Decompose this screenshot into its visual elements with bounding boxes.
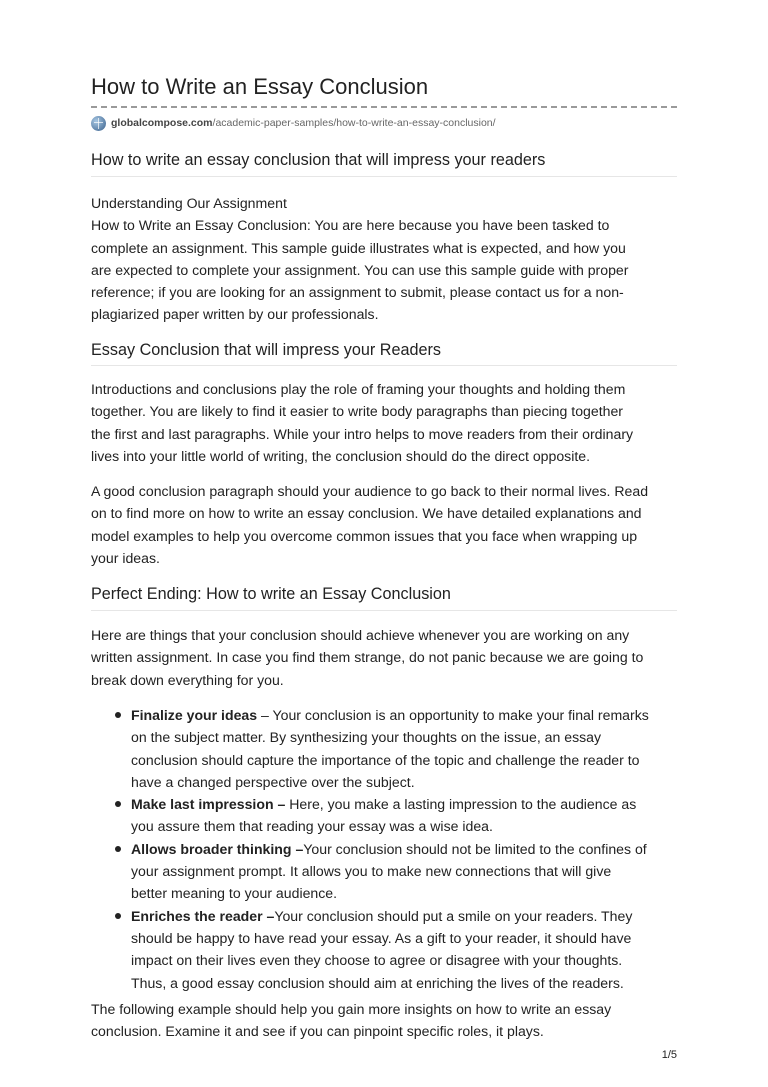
title-divider xyxy=(91,106,677,108)
paragraph-line: written assignment. In case you find them strange, do not panic because we are going to xyxy=(91,649,644,666)
bullet-line: should be happy to have read your essay. As a gift to your reader, it should have xyxy=(131,929,632,946)
section-divider xyxy=(91,176,677,177)
bullet-line: have a changed perspective over the subject. xyxy=(131,773,415,790)
section-divider xyxy=(91,365,677,366)
paragraph-line: break down everything for you. xyxy=(91,671,284,688)
conclusion-goals-list xyxy=(91,704,677,994)
paragraph-line: model examples to help you overcome common issues that you face when wrapping up xyxy=(91,527,638,544)
closing-paragraph xyxy=(91,998,677,1043)
paragraph-line: reference; if you are looking for an assignment to submit, please contact us for a non- xyxy=(91,284,624,301)
paragraph-line: Here are things that your conclusion should achieve whenever you are working on any xyxy=(91,627,630,643)
bullet-text: Here, you make a lasting impression to the audience as xyxy=(285,796,637,813)
bullet-text: Your conclusion should not be limited to the confines of xyxy=(303,840,647,857)
bullet-line: your assignment prompt. It allows you to make new connections that will give xyxy=(131,863,612,880)
paragraph-line: How to Write an Essay Conclusion: You are here because you have been tasked to xyxy=(91,217,610,234)
good-conclusion-paragraph xyxy=(91,480,677,569)
bullet-icon xyxy=(115,801,121,807)
paragraph-line: lives into your little world of writing, the conclusion should do the direct opposite. xyxy=(91,447,591,464)
paragraph-line: plagiarized paper written by our professionals. xyxy=(91,306,379,323)
bullet-icon xyxy=(115,913,121,919)
source-domain[interactable]: globalcompose.com xyxy=(111,117,213,129)
paragraph-line: A good conclusion paragraph should your audience to go back to their normal lives. Read xyxy=(91,483,649,499)
paragraph-line: together. You are likely to find it easier to write body paragraphs than piecing together xyxy=(91,403,623,420)
bullet-term: Make last impression – xyxy=(131,796,286,813)
assignment-paragraph xyxy=(91,192,677,326)
bullet-term: Enriches the reader – xyxy=(131,907,275,924)
bullet-icon xyxy=(115,846,121,852)
paragraph-line: are expected to complete your assignment. You can use this sample guide with proper xyxy=(91,261,629,278)
bullet-term: Allows broader thinking – xyxy=(131,840,304,857)
globe-icon xyxy=(91,116,106,131)
paragraph-line: the first and last paragraphs. While your intro helps to move readers from their ordinary xyxy=(91,425,634,442)
document-title: How to Write an Essay Conclusion xyxy=(91,74,429,99)
section-divider xyxy=(91,610,677,611)
paragraph-line: The following example should help you gain more insights on how to write an essay xyxy=(91,1001,612,1017)
bullet-line: on the subject matter. By synthesizing your thoughts on the issue, an essay xyxy=(131,729,602,746)
bullet-term: Finalize your ideas xyxy=(131,707,258,723)
bullet-text: Your conclusion should put a smile on your readers. They xyxy=(274,907,633,924)
paragraph-line: your ideas. xyxy=(91,549,160,566)
bullet-line: better meaning to your audience. xyxy=(131,885,338,902)
section-heading-impress: How to write an essay conclusion that will impress your readers xyxy=(91,151,546,169)
paragraph-line: on to find more on how to write an essay conclusion. We have detailed explanations and xyxy=(91,505,642,522)
document-page xyxy=(91,0,677,1087)
list-item xyxy=(91,793,677,838)
subheading-understanding: Understanding Our Assignment xyxy=(91,195,287,211)
bullet-line: you assure them that reading your essay was a wise idea. xyxy=(131,818,493,835)
paragraph-line: Introductions and conclusions play the role of framing your thoughts and holding them xyxy=(91,381,626,397)
intro-conclusion-paragraph xyxy=(91,378,677,467)
source-path[interactable]: /academic-paper-samples/how-to-write-an-essay-conclusion/ xyxy=(212,117,496,129)
section-heading-perfect-ending: Perfect Ending: How to write an Essay Conclusion xyxy=(91,585,451,603)
section-heading-readers: Essay Conclusion that will impress your Readers xyxy=(91,341,441,359)
bullet-text: – Your conclusion is an opportunity to make your final remarks xyxy=(257,707,649,723)
bullet-line: Thus, a good essay conclusion should aim at enriching the lives of the readers. xyxy=(131,974,624,991)
list-item xyxy=(91,905,677,994)
list-item xyxy=(91,704,677,793)
source-link[interactable] xyxy=(91,114,496,132)
paragraph-line: conclusion. Examine it and see if you can pinpoint specific roles, it plays. xyxy=(91,1023,544,1040)
list-item xyxy=(91,838,677,905)
things-to-achieve-paragraph xyxy=(91,624,677,691)
paragraph-line: complete an assignment. This sample guide illustrates what is expected, and how you xyxy=(91,239,626,256)
page-indicator: 1/5 xyxy=(661,1049,677,1061)
bullet-line: conclusion should capture the importance of the topic and challenge the reader to xyxy=(131,751,640,768)
bullet-line: impact on their lives even they choose to agree or disagree with your thoughts. xyxy=(131,952,623,969)
bullet-icon xyxy=(115,712,121,718)
